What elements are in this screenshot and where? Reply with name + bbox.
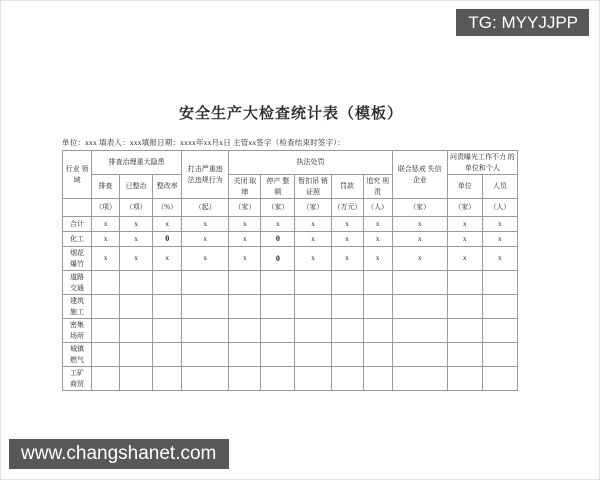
header-row-groups: [63, 151, 518, 175]
table-cell: [120, 343, 153, 367]
table-cell: [482, 295, 517, 319]
table-row: [63, 232, 518, 247]
col-industry-field: 行业 领域: [63, 151, 92, 199]
table-cell: [482, 367, 517, 391]
row-label: 道路 交通: [63, 271, 92, 295]
row-label: 建筑 施工: [63, 295, 92, 319]
col-revoke-license: 暂扣吊 销证照: [295, 175, 331, 199]
table-cell: x: [447, 232, 482, 247]
table-row: [63, 367, 518, 391]
table-cell: [295, 319, 331, 343]
table-cell: [447, 367, 482, 391]
table-cell: [182, 271, 229, 295]
table-cell: [153, 343, 182, 367]
col-joint-discipline: 联合惩戒 失信企业: [392, 151, 447, 199]
col-criminal-liability: 追究 刑责: [363, 175, 392, 199]
unit-cell: [63, 199, 92, 217]
table-cell: [229, 367, 261, 391]
watermark-tg-badge: TG: MYYJJPP: [456, 9, 589, 36]
table-cell: x: [261, 217, 295, 232]
table-row: [63, 343, 518, 367]
row-label: 城镇 燃气: [63, 343, 92, 367]
table-body: [63, 217, 518, 391]
col-fine: 罚款: [331, 175, 363, 199]
table-cell: x: [331, 247, 363, 271]
unit-cell: （家）: [392, 199, 447, 217]
table-cell: [229, 343, 261, 367]
col-person: 人员: [482, 175, 517, 199]
table-cell: [182, 367, 229, 391]
table-cell: [363, 343, 392, 367]
table-cell: x: [295, 217, 331, 232]
col-rectified: 已整治: [120, 175, 153, 199]
table-row: [63, 295, 518, 319]
table-cell: [363, 271, 392, 295]
table-cell: x: [447, 247, 482, 271]
group-enforcement: 执法处罚: [229, 151, 392, 175]
group-accountability: 问责曝光工作不力 的单位和个人: [447, 151, 517, 175]
table-cell: x: [392, 217, 447, 232]
table-cell: [295, 295, 331, 319]
table-cell: [120, 319, 153, 343]
table-row: [63, 319, 518, 343]
unit-cell: （人）: [482, 199, 517, 217]
table-cell: [92, 271, 120, 295]
table-cell: [447, 271, 482, 295]
unit-cell: （家）: [447, 199, 482, 217]
table-cell: [392, 343, 447, 367]
table-cell: x: [120, 247, 153, 271]
table-row: [63, 217, 518, 232]
table-cell: [153, 295, 182, 319]
table-cell: [182, 343, 229, 367]
page-title: 安全生产大检查统计表（模板）: [178, 106, 403, 122]
table-cell: [295, 271, 331, 295]
table-cell: [392, 319, 447, 343]
table-cell: [331, 319, 363, 343]
table-cell: x: [182, 247, 229, 271]
row-label: 工矿 商贸: [63, 367, 92, 391]
table-cell: x: [92, 247, 120, 271]
table-cell: x: [482, 232, 517, 247]
table-header: [63, 151, 518, 217]
table-cell: [92, 367, 120, 391]
table-cell: x: [331, 232, 363, 247]
table-cell: x: [182, 232, 229, 247]
table-cell: 0: [153, 232, 182, 247]
table-cell: [153, 367, 182, 391]
table-cell: [482, 343, 517, 367]
unit-cell: （家）: [229, 199, 261, 217]
col-close-ban: 关闭 取缔: [229, 175, 261, 199]
table-cell: [331, 367, 363, 391]
col-unit: 单位: [447, 175, 482, 199]
unit-cell: （项）: [120, 199, 153, 217]
table-cell: [182, 319, 229, 343]
table-cell: 0: [261, 247, 295, 271]
table-cell: x: [447, 217, 482, 232]
header-row-subcolumns: [63, 175, 518, 199]
table-cell: x: [482, 247, 517, 271]
table-cell: x: [153, 247, 182, 271]
table-cell: x: [120, 232, 153, 247]
table-cell: [363, 319, 392, 343]
table-cell: x: [229, 232, 261, 247]
table-cell: x: [363, 247, 392, 271]
table-cell: [92, 295, 120, 319]
col-crackdown: 打击严重违 法违规行为: [182, 151, 229, 199]
table-cell: x: [153, 217, 182, 232]
table-cell: [392, 271, 447, 295]
header-row-units: [63, 199, 518, 217]
table-cell: [331, 343, 363, 367]
group-hidden-dangers: 排查治理重大隐患: [92, 151, 182, 175]
table-cell: x: [331, 217, 363, 232]
table-cell: [331, 271, 363, 295]
table-cell: x: [363, 232, 392, 247]
table-cell: [153, 271, 182, 295]
table-cell: x: [295, 232, 331, 247]
row-label: 密集 场所: [63, 319, 92, 343]
table-cell: x: [295, 247, 331, 271]
table-cell: [261, 343, 295, 367]
statistics-table: [62, 150, 518, 391]
row-label: 烟花 爆竹: [63, 247, 92, 271]
table-cell: x: [482, 217, 517, 232]
table-cell: x: [229, 217, 261, 232]
table-cell: [447, 343, 482, 367]
table-cell: [229, 319, 261, 343]
table-cell: [392, 367, 447, 391]
table-cell: [92, 343, 120, 367]
table-cell: [229, 295, 261, 319]
table-cell: [447, 319, 482, 343]
table-cell: [261, 367, 295, 391]
unit-cell: （人）: [363, 199, 392, 217]
table-cell: [92, 319, 120, 343]
table-cell: [363, 295, 392, 319]
table-cell: x: [92, 232, 120, 247]
table-cell: [120, 295, 153, 319]
unit-cell: （家）: [261, 199, 295, 217]
col-suspend-rectify: 停产 整顿: [261, 175, 295, 199]
unit-cell: （万元）: [331, 199, 363, 217]
table-cell: x: [363, 217, 392, 232]
watermark-site-badge: www.changshanet.com: [9, 439, 229, 469]
table-cell: [182, 295, 229, 319]
unit-cell: （项）: [92, 199, 120, 217]
table-cell: x: [120, 217, 153, 232]
unit-cell: （起）: [182, 199, 229, 217]
document-body: [62, 102, 520, 391]
row-label: 化工: [63, 232, 92, 247]
table-cell: [153, 319, 182, 343]
table-cell: x: [92, 217, 120, 232]
table-cell: [120, 367, 153, 391]
table-row: [63, 271, 518, 295]
form-info-line: 单位：xxx 填表人：xxx填报日期：xxxx年xx月x日 主管xx签字（检查结束时签字）：: [62, 138, 345, 147]
table-cell: [331, 295, 363, 319]
table-cell: [392, 295, 447, 319]
table-cell: [295, 343, 331, 367]
table-cell: [261, 295, 295, 319]
table-row: [63, 247, 518, 271]
table-cell: 0: [261, 232, 295, 247]
table-cell: x: [392, 232, 447, 247]
table-cell: [363, 367, 392, 391]
col-rectification-rate: 整改率: [153, 175, 182, 199]
table-cell: [447, 295, 482, 319]
table-cell: x: [182, 217, 229, 232]
unit-cell: （家）: [295, 199, 331, 217]
row-label: 合计: [63, 217, 92, 232]
unit-cell: （%）: [153, 199, 182, 217]
table-cell: [261, 271, 295, 295]
col-inspected: 排查: [92, 175, 120, 199]
table-cell: x: [392, 247, 447, 271]
table-cell: [120, 271, 153, 295]
table-cell: [482, 319, 517, 343]
table-cell: [261, 319, 295, 343]
table-cell: [295, 367, 331, 391]
table-cell: [482, 271, 517, 295]
table-cell: x: [229, 247, 261, 271]
table-cell: [229, 271, 261, 295]
